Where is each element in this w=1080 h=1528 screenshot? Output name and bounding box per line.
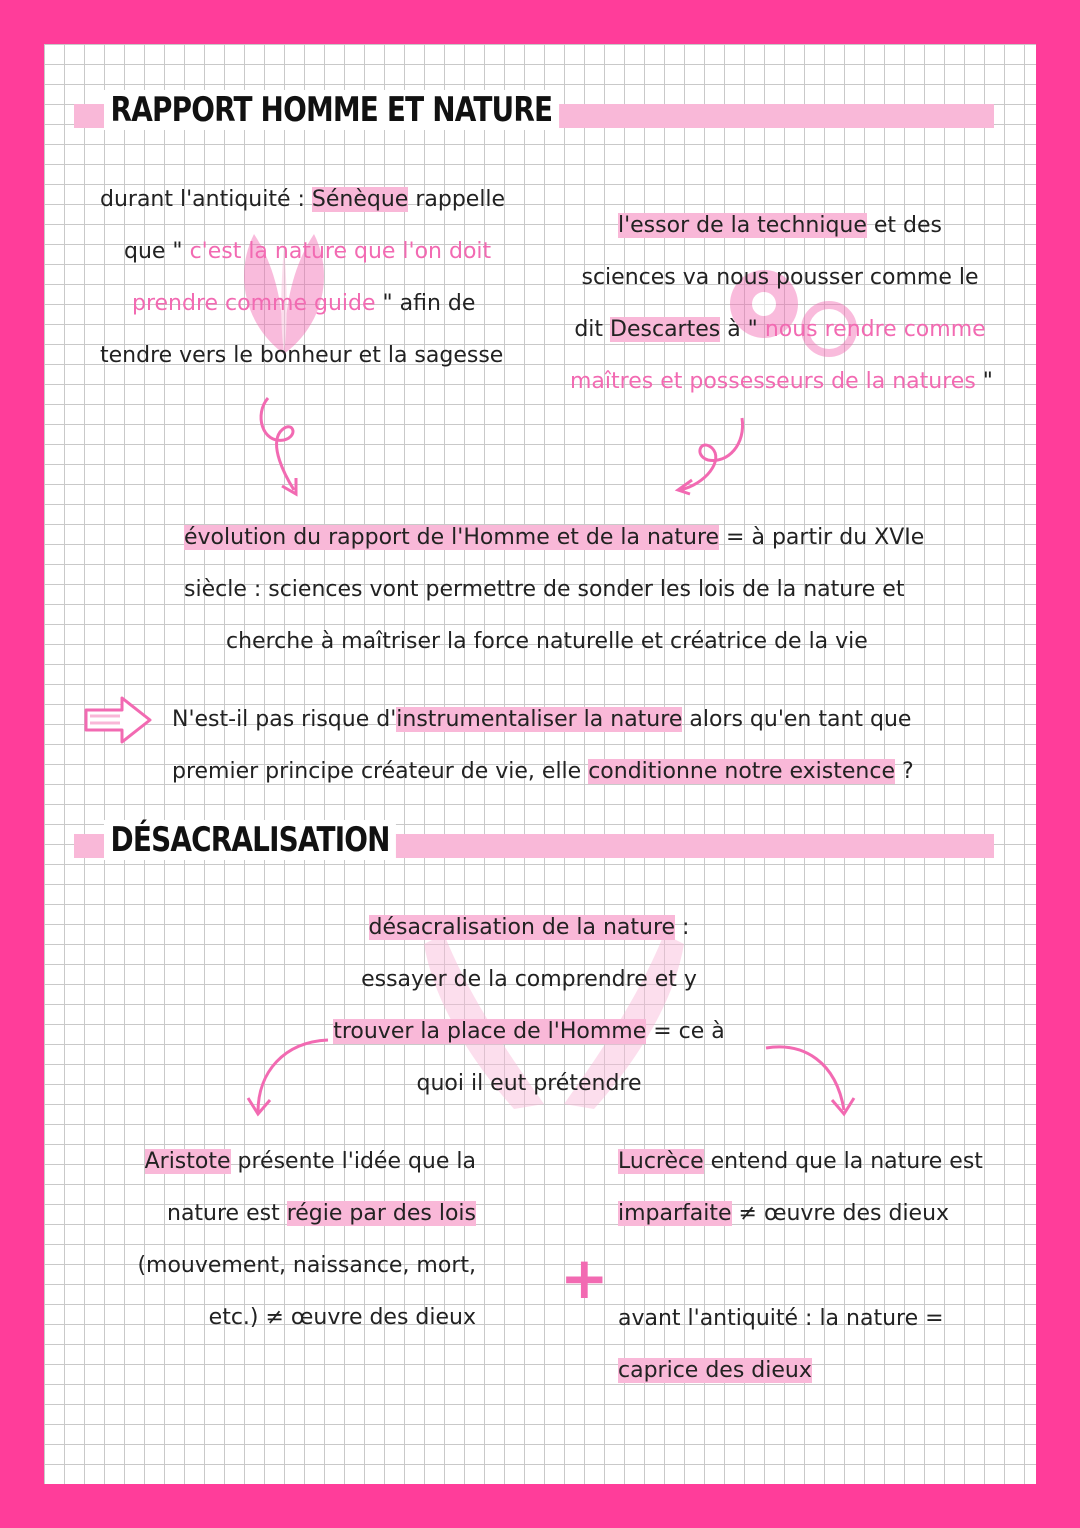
arrow-icon bbox=[244, 1034, 334, 1119]
right-arrow-icon bbox=[82, 692, 154, 748]
note-page bbox=[44, 44, 1036, 1484]
curly-arrow-icon bbox=[254, 394, 314, 499]
plus-icon: + bbox=[560, 1244, 609, 1312]
lucrece-block: Lucrèce entend que la nature est imparfaite ≠ œuvre des dieux avant l'antiquité : la nature = caprice des dieux bbox=[618, 1149, 983, 1383]
aristote-block: Aristote présente l'idée que la nature est régie par des lois (mouvement, naissance, mort, etc.) ≠ œuvre des dieux bbox=[137, 1149, 476, 1330]
curly-arrow-icon bbox=[670, 414, 750, 499]
evolution-block: évolution du rapport de l'Homme et de la nature = à partir du XVIe siècle : sciences vont permettre de sonder les lois de la nature et cherche à maîtriser la force naturelle et créatrice de la vie bbox=[184, 525, 925, 654]
desacralisation-block: désacralisation de la nature : essayer de la comprendre et y trouver la place de l'Homme = ce à quoi il eut prétendre bbox=[333, 915, 725, 1096]
section-title: DÉSACRALISATION bbox=[104, 820, 396, 860]
section-title: RAPPORT HOMME ET NATURE bbox=[104, 90, 559, 130]
question-block: N'est-il pas risque d'instrumentaliser la nature alors qu'en tant que premier principe créateur de vie, elle conditionne notre existence ? bbox=[172, 707, 914, 784]
arrow-icon bbox=[760, 1040, 860, 1120]
descartes-block: l'essor de la technique et des sciences va nous pousser comme le dit Descartes à " nous rendre comme maîtres et possesseurs de la natures " bbox=[570, 213, 993, 394]
seneque-block: durant l'antiquité : Sénèque rappelle que " c'est la nature que l'on doit prendre comme guide " afin de tendre vers le bonheur et la sagesse bbox=[100, 187, 506, 368]
